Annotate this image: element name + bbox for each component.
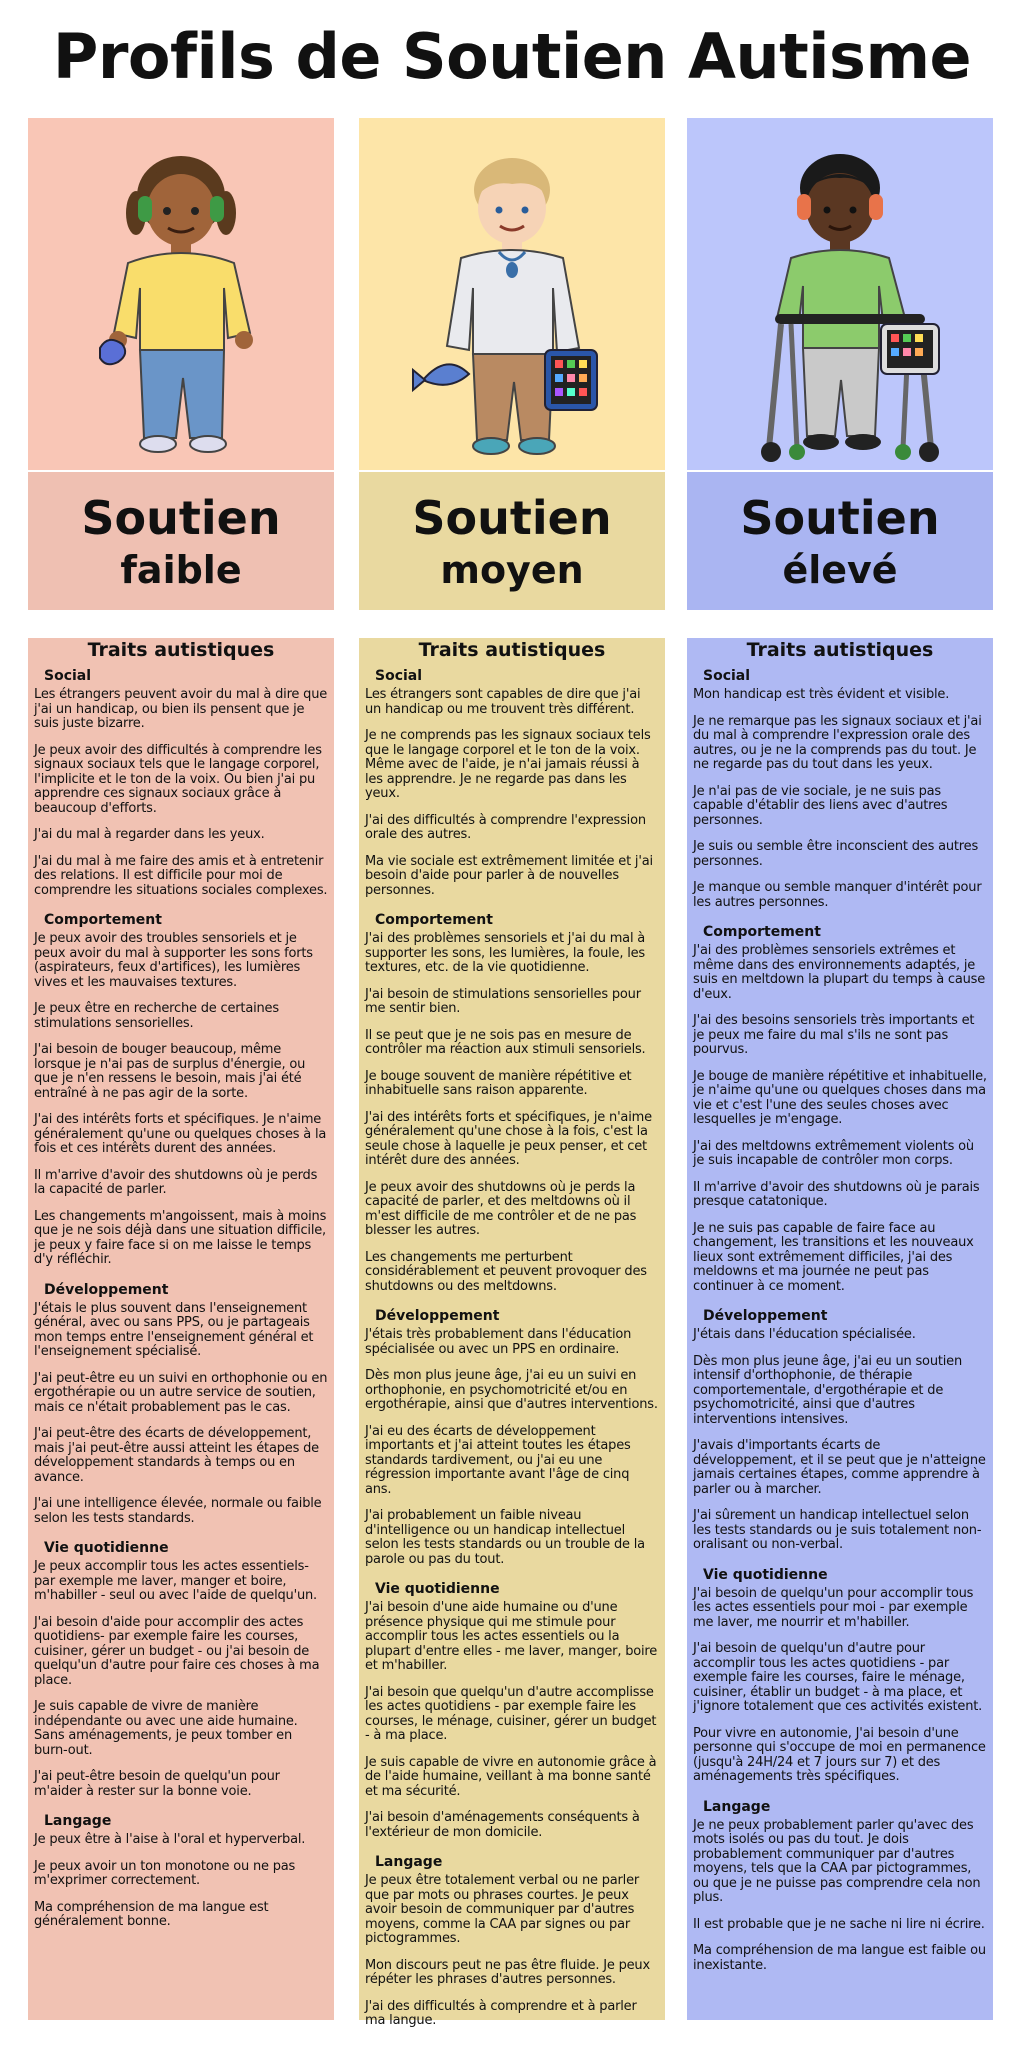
illustration-panel-medium [359, 118, 665, 470]
trait-paragraph: Je suis ou semble être inconscient des autres personnes. [693, 839, 979, 869]
trait-section [693, 1565, 987, 1785]
section-title: Vie quotidienne [375, 1581, 500, 1597]
trait-paragraph: Dès mon plus jeune âge, j'ai eu un suivi en orthophonie, en psychomotricité et/ou en ergothérapie, ainsi que d'autres interventions. [365, 1368, 658, 1412]
trait-paragraph: Je peux avoir des difficultés à comprendre les signaux sociaux tels que le langage corporel, l'implicite et le ton de la voix. Ou bien j'ai pu apprendre ces signaux sociaux grâce à beaucoup d'efforts. [34, 742, 322, 816]
trait-paragraph: J'ai besoin de bouger beaucoup, même lorsque je n'ai pas de surplus d'énergie, ou que je n'en ressens le besoin, mais j'ai été entraîné à ne pas agir de la sorte. [34, 1042, 306, 1101]
trait-paragraph: Je ne suis pas capable de faire face au changement, les transitions et les nouveaux lieux sont extrêmement difficiles, j'ai des meldowns et ma journée ne peut pas continuer à ce moment. [693, 1220, 974, 1294]
trait-paragraph: Je peux être en recherche de certaines stimulations sensorielles. [34, 1001, 279, 1031]
trait-paragraph: J'avais d'importants écarts de développement, et il se peut que je n'atteigne jamais certaines étapes, comme apprendre à parler ou à marcher. [693, 1438, 986, 1497]
trait-paragraph: Dès mon plus jeune âge, j'ai eu un soutien intensif d'orthophonie, de thérapie comportementale, d'ergothérapie et de psychomotricité, ainsi que d'autres interventions intensives. [693, 1353, 962, 1427]
trait-section [34, 666, 328, 898]
trait-paragraph: J'ai des problèmes sensoriels extrêmes et même dans des environnements adaptés, je suis en meltdown la plupart du temps à cause d'eux. [693, 943, 986, 1002]
trait-paragraph: Il m'arrive d'avoir des shutdowns où je perds la capacité de parler. [34, 1167, 318, 1197]
trait-paragraph: Les changements me perturbent considérablement et peuvent provoquer des shutdowns ou des meltdowns. [365, 1249, 647, 1294]
illustration-panel-low [28, 118, 334, 470]
trait-section [365, 1306, 659, 1567]
section-title: Comportement [44, 912, 162, 928]
label-line2: faible [120, 548, 242, 592]
trait-section [34, 1811, 328, 1930]
trait-section [365, 1579, 659, 1840]
trait-paragraph: J'ai probablement un faible niveau d'intelligence ou un handicap intellectuel selon les tests standards ou un trouble de la parole ou pas du tout. [365, 1508, 645, 1567]
trait-paragraph: J'ai besoin d'aménagements conséquents à l'extérieur de mon domicile. [365, 1810, 640, 1840]
trait-paragraph: Les changements m'angoissent, mais à moins que je ne sois déjà dans une situation difficile, je peux y faire face si on me laisse le temps d'y réfléchir. [34, 1208, 327, 1267]
trait-paragraph: Je ne remarque pas les signaux sociaux et j'ai du mal à comprendre l'expression orale des autres, ou je ne la comprends pas du tout. Je ne regarde pas du tout dans les yeux. [693, 713, 982, 772]
section-title: Langage [703, 1798, 771, 1815]
trait-paragraph: Je n'ai pas de vie sociale, je ne suis pas capable d'établir des liens avec d'autres personnes. [693, 783, 948, 828]
trait-paragraph: J'ai peut-être des écarts de développement, mais j'ai peut-être aussi atteint les étapes de développement standards à temps ou en avance. [34, 1426, 319, 1485]
section-title: Développement [44, 1281, 169, 1298]
trait-section [365, 910, 659, 1294]
section-title: Social [375, 668, 423, 684]
trait-paragraph: Pour vivre en autonomie, J'ai besoin d'une personne qui s'occupe de moi en permanence (jusqu'à 24H/24 et 7 jours sur 7) et des aménagements très spécifiques. [693, 1725, 986, 1784]
trait-paragraph: Il est probable que je ne sache ni lire ni écrire. [693, 1916, 985, 1932]
trait-paragraph: J'étais le plus souvent dans l'enseignement général, avec ou sans PPS, ou je partageais mon temps entre l'enseignement général et l'enseignement spécialisé. [34, 1300, 314, 1359]
trait-paragraph: J'ai des intérêts forts et spécifiques. Je n'aime généralement qu'une ou quelques choses à la fois et ces intérêts durent des années. [34, 1112, 327, 1156]
trait-paragraph: Ma vie sociale est extrêmement limitée et j'ai besoin d'aide pour parler à de nouvelles personnes. [365, 853, 653, 898]
section-title: Comportement [703, 924, 821, 940]
trait-paragraph: Je suis capable de vivre de manière indépendante ou avec une aide humaine. Sans aménagements, je peux tomber en burn-out. [34, 1699, 298, 1758]
section-title: Vie quotidienne [44, 1540, 169, 1556]
trait-paragraph: Ma compréhension de ma langue est généralement bonne. [34, 1899, 269, 1929]
section-title: Langage [375, 1854, 443, 1870]
child-with-fish-toy-and-tablet-icon [359, 118, 665, 470]
section-title: Vie quotidienne [703, 1566, 828, 1583]
traits-panel-high [687, 638, 993, 2020]
trait-paragraph: Mon discours peut ne pas être fluide. Je peux répéter les phrases d'autres personnes. [365, 1957, 650, 1987]
trait-paragraph: Je bouge de manière répétitive et inhabituelle, je n'aime qu'une ou quelques choses dans ma vie et c'est l'une des seules choses avec lesquelles je m'engage. [693, 1068, 987, 1127]
support-level-label-high [687, 472, 993, 610]
trait-paragraph: J'ai peut-être eu un suivi en orthophonie ou en ergothérapie ou un autre service de soutien, mais ce n'était probablement pas le cas. [34, 1370, 328, 1415]
trait-paragraph: J'ai des besoins sensoriels très importants et je peux me faire du mal s'ils ne sont pas pourvus. [693, 1013, 975, 1057]
trait-paragraph: Je peux accomplir tous les actes essentiels- par exemple me laver, manger et boire, m'habiller - seul ou avec l'aide de quelqu'un. [34, 1559, 317, 1603]
trait-paragraph: J'ai besoin que quelqu'un d'autre accomplisse les actes quotidiens - par exemple faire les courses, le ménage, cuisiner, gérer un budget - à ma place. [365, 1684, 657, 1743]
trait-paragraph: Je suis capable de vivre en autonomie grâce à de l'aide humaine, veillant à ma bonne santé et ma sécurité. [365, 1754, 657, 1799]
label-line2: élevé [782, 548, 898, 592]
trait-paragraph: J'ai besoin de quelqu'un pour accomplir tous les actes essentiels pour moi - par exemple me laver, me nourrir et m'habiller. [693, 1585, 974, 1630]
trait-paragraph: J'étais dans l'éducation spécialisée. [693, 1327, 916, 1342]
trait-paragraph: Je peux être à l'aise à l'oral et hyperverbal. [34, 1832, 306, 1847]
trait-paragraph: J'ai du mal à regarder dans les yeux. [34, 827, 265, 842]
trait-paragraph: J'ai des difficultés à comprendre et à parler ma langue. [365, 1998, 637, 2028]
trait-paragraph: J'ai besoin de quelqu'un d'autre pour accomplir tous les actes quotidiens - par exemple faire les courses, faire le ménage, cuisiner, établir un budget - à ma place, et j'ignore totalement que ces activités existent. [693, 1641, 983, 1714]
trait-paragraph: Je bouge souvent de manière répétitive et inhabituelle sans raison apparente. [365, 1068, 632, 1098]
section-title: Langage [44, 1813, 112, 1829]
trait-paragraph: Je peux avoir des shutdowns où je perds la capacité de parler, et des meltdowns où il m'est difficile de me contrôler et de ne pas blesser les autres. [365, 1179, 637, 1238]
trait-section [365, 666, 659, 898]
traits-heading: Traits autistiques [746, 639, 934, 661]
trait-paragraph: Il se peut que je ne sois pas en mesure de contrôler ma réaction aux stimuli sensoriels. [365, 1027, 646, 1057]
trait-paragraph: J'ai une intelligence élevée, normale ou faible selon les tests standards. [34, 1496, 322, 1526]
trait-paragraph: J'ai peut-être besoin de quelqu'un pour m'aider à rester sur la bonne voie. [34, 1769, 280, 1799]
support-level-label-low [28, 472, 334, 610]
trait-paragraph: J'ai du mal à me faire des amis et à entretenir des relations. Il est difficile pour moi de comprendre les situations sociales complexes. [34, 853, 328, 898]
trait-paragraph: Je peux avoir un ton monotone ou ne pas m'exprimer correctement. [34, 1858, 296, 1888]
traits-heading: Traits autistiques [418, 639, 606, 661]
traits-heading: Traits autistiques [87, 639, 275, 661]
page-title: Profils de Soutien Autisme [52, 20, 972, 93]
trait-paragraph: Je ne comprends pas les signaux sociaux tels que le langage corporel et le ton de la voix. Même avec de l'aide, je n'ai jamais réussi à les apprendre. Je ne regarde pas dans les yeux. [365, 728, 651, 801]
trait-paragraph: J'ai eu des écarts de développement importants et j'ai atteint toutes les étapes standards tardivement, ou j'ai eu une régression importante avant l'âge de cinq ans. [365, 1423, 631, 1497]
trait-paragraph: J'ai besoin d'une aide humaine ou d'une présence physique qui me stimule pour accomplir tous les actes essentiels ou la plupart d'entre elles - me laver, manger, boire et m'habiller. [365, 1600, 658, 1673]
trait-paragraph: Je manque ou semble manquer d'intérêt pour les autres personnes. [693, 880, 982, 910]
label-line1: Soutien [81, 491, 281, 545]
child-with-walker-headphones-and-tablet-icon [687, 118, 993, 470]
trait-paragraph: Je peux avoir des troubles sensoriels et je peux avoir du mal à supporter les sons forts (aspirateurs, feux d'artifices), les lumières vives et les mauvaises textures. [34, 931, 313, 990]
trait-section [693, 1797, 987, 1974]
illustration-panel-high [687, 118, 993, 470]
trait-paragraph: Je ne peux probablement parler qu'avec des mots isolés ou pas du tout. Je dois probablement communiquer par d'autres moyens, tels que la CAA par pictogrammes, ou que je ne puisse pas comprendre cela non plus. [693, 1817, 981, 1905]
trait-paragraph: J'ai besoin de stimulations sensorielles pour me sentir bien. [365, 986, 641, 1016]
trait-paragraph: Je peux être totalement verbal ou ne parler que par mots ou phrases courtes. Je peux avoir besoin de communiquer par d'autres moyens, comme la CAA par signes ou par pictogrammes. [365, 1873, 640, 1946]
trait-paragraph: Les étrangers peuvent avoir du mal à dire que j'ai un handicap, ou bien ils pensent que je suis juste bizarre. [34, 687, 328, 731]
label-line1: Soutien [412, 491, 612, 545]
trait-paragraph: J'étais très probablement dans l'éducation spécialisée ou avec un PPS en ordinaire. [365, 1327, 632, 1357]
trait-section [365, 1852, 659, 2029]
label-line1: Soutien [740, 491, 940, 545]
section-title: Social [703, 668, 751, 684]
trait-paragraph: J'ai des problèmes sensoriels et j'ai du mal à supporter les sons, les lumières, la foule, les textures, etc. de la vie quotidienne. [365, 931, 646, 975]
section-title: Développement [375, 1308, 500, 1324]
traits-panel-low [28, 638, 334, 2020]
trait-paragraph: J'ai des intérêts forts et spécifiques, je n'aime généralement qu'une chose à la fois, c'est la seule chose à laquelle je peux penser, et cet intérêt dure des années. [365, 1109, 652, 1168]
trait-section [693, 666, 987, 910]
trait-section [34, 1538, 328, 1799]
trait-section [693, 922, 987, 1294]
trait-paragraph: Il m'arrive d'avoir des shutdowns où je parais presque catatonique. [693, 1179, 980, 1209]
section-title: Social [44, 668, 92, 684]
trait-paragraph: Ma compréhension de ma langue est faible ou inexistante. [693, 1943, 986, 1973]
traits-panel-medium [359, 638, 665, 2028]
trait-paragraph: J'ai sûrement un handicap intellectuel selon les tests standards ou je suis totalement non-oralisant ou non-verbal. [693, 1508, 982, 1552]
support-level-label-medium [359, 472, 665, 610]
trait-paragraph: Les étrangers sont capables de dire que j'ai un handicap ou me trouvent très différent. [365, 687, 641, 717]
trait-paragraph: J'ai des difficultés à comprendre l'expression orale des autres. [365, 812, 646, 842]
trait-section [693, 1306, 987, 1553]
trait-section [34, 910, 328, 1268]
section-title: Développement [703, 1308, 828, 1324]
label-line2: moyen [440, 548, 584, 592]
trait-section [34, 1280, 328, 1527]
section-title: Comportement [375, 912, 493, 928]
trait-paragraph: Mon handicap est très évident et visible. [693, 687, 950, 702]
trait-paragraph: J'ai des meltdowns extrêmement violents où je suis incapable de contrôler mon corps. [693, 1138, 974, 1168]
child-with-headphones-and-fidget-icon [28, 118, 334, 470]
trait-paragraph: J'ai besoin d'aide pour accomplir des actes quotidiens- par exemple faire les courses, cuisiner, gérer un budget - ou j'ai besoin de quelqu'un d'autre pour faire ces choses à ma place. [34, 1614, 320, 1688]
